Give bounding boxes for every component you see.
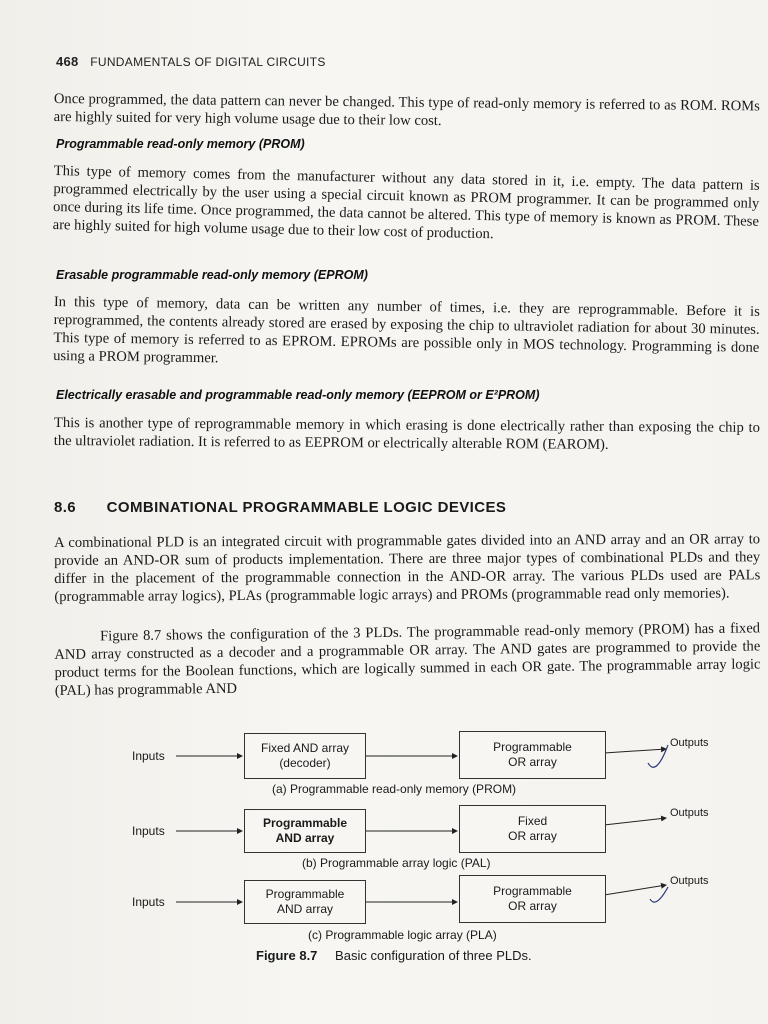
running-header — [56, 54, 326, 69]
caption-b: (b) Programmable array logic (PAL) — [302, 856, 491, 870]
inputs-label-a: Inputs — [132, 749, 165, 763]
paragraph-figure-ref — [54, 619, 761, 700]
and-box-c-line2: AND array — [276, 902, 333, 916]
programmable-and-array-box-b — [244, 809, 366, 853]
outputs-label-b: Outputs — [670, 807, 709, 819]
inputs-label-c: Inputs — [132, 895, 165, 909]
heading-eeprom: Electrically erasable and programmable read-only memory (EEPROM or E²PROM) — [56, 388, 540, 402]
outputs-label-a: Outputs — [670, 737, 709, 749]
paragraph-prom: This type of memory comes from the manufacturer without any data stored in it, i.e. empty. The data pattern is programmed electrically by the user using a special circuit known as PROM programmer. It can be programmed only once during its life time. Once programmed, the data cannot be altered. This type of memory is known as PROM. These are highly suited for high volume usage due to their low cost of production. — [52, 162, 760, 243]
heading-prom: Programmable read-only memory (PROM) — [56, 137, 305, 151]
or-box-b-line2: OR array — [508, 829, 557, 843]
outputs-label-c: Outputs — [670, 875, 709, 887]
caption-a: (a) Programmable read-only memory (PROM) — [272, 782, 517, 796]
and-box-b-line1: Programmable — [262, 816, 348, 830]
paragraph-eprom: In this type of memory, data can be written any number of times, i.e. they are reprogrammable. Before it is reprogrammed, the contents already stored are erased by exposing the chip to ultraviolet radiation for about 30 minutes. This type of memory is referred to as EPROM. EPROMs are possible only in MOS technology. Programming is done using a PROM programmer. — [53, 293, 760, 367]
section-number: 8.6 — [54, 499, 77, 516]
section-heading — [54, 499, 506, 516]
or-box-a-line2: OR array — [508, 755, 557, 769]
programmable-or-array-box-a — [459, 731, 606, 779]
and-box-b-line2: AND array — [275, 831, 335, 845]
figure-title: Basic configuration of three PLDs. — [335, 948, 532, 963]
or-box-b-line1: Fixed — [517, 814, 548, 828]
paragraph-rom: Once programmed, the data pattern can never be changed. This type of read-only memory is referred to as ROM. ROMs are highly suited for very high volume usage due to their low cost. — [53, 90, 760, 130]
figure-8-7 — [120, 725, 740, 975]
or-box-c-line2: OR array — [508, 899, 557, 913]
and-box-c-line1: Programmable — [265, 887, 345, 901]
caption-c: (c) Programmable logic array (PLA) — [308, 928, 497, 942]
heading-eprom: Erasable programmable read-only memory (EPROM) — [56, 268, 368, 282]
figure-label: Figure 8.7 — [256, 948, 318, 963]
programmable-and-array-box-c — [244, 880, 366, 924]
running-title: FUNDAMENTALS OF DIGITAL CIRCUITS — [90, 55, 326, 69]
fixed-or-array-box — [459, 805, 606, 853]
or-box-a-line1: Programmable — [493, 740, 572, 754]
programmable-or-array-box-c — [459, 875, 606, 923]
figure-caption — [256, 948, 532, 963]
page-number: 468 — [56, 54, 79, 69]
paragraph-pld-intro: A combinational PLD is an integrated circuit with programmable gates divided into an AND array and an OR array to provide an AND-OR sum of products implementation. There are three major types of combinational PLDs and they differ in the placement of the programmable connection in the AND-OR array. The various PLDs used are PALs (programmable array logics), PLAs (programmable logic arrays) and PROMs (programmable read only memories). — [54, 531, 761, 605]
fixed-and-array-box — [244, 733, 366, 779]
section-title: COMBINATIONAL PROGRAMMABLE LOGIC DEVICES — [106, 499, 507, 516]
or-box-c-line1: Programmable — [493, 884, 572, 898]
and-box-a-line2: (decoder) — [279, 756, 331, 770]
paragraph-eeprom: This is another type of reprogrammable memory in which erasing is done electrically rather than exposing the chip to the ultraviolet radiation. It is referred to as EEPROM or electrically alterable ROM (EAROM). — [53, 414, 760, 453]
inputs-label-b: Inputs — [132, 824, 165, 838]
paragraph-figure-ref-text: Figure 8.7 shows the configuration of the 3 PLDs. The programmable read-only memory (PROM) has a fixed AND array constructed as a decoder and a programmable OR array. The AND gates are programmed to provide the product terms for the Boolean functions, which are logically summed in each OR gate. The programmable array logic (PAL) has programmable AND — [54, 620, 761, 699]
and-box-a-line1: Fixed AND array — [260, 741, 350, 755]
